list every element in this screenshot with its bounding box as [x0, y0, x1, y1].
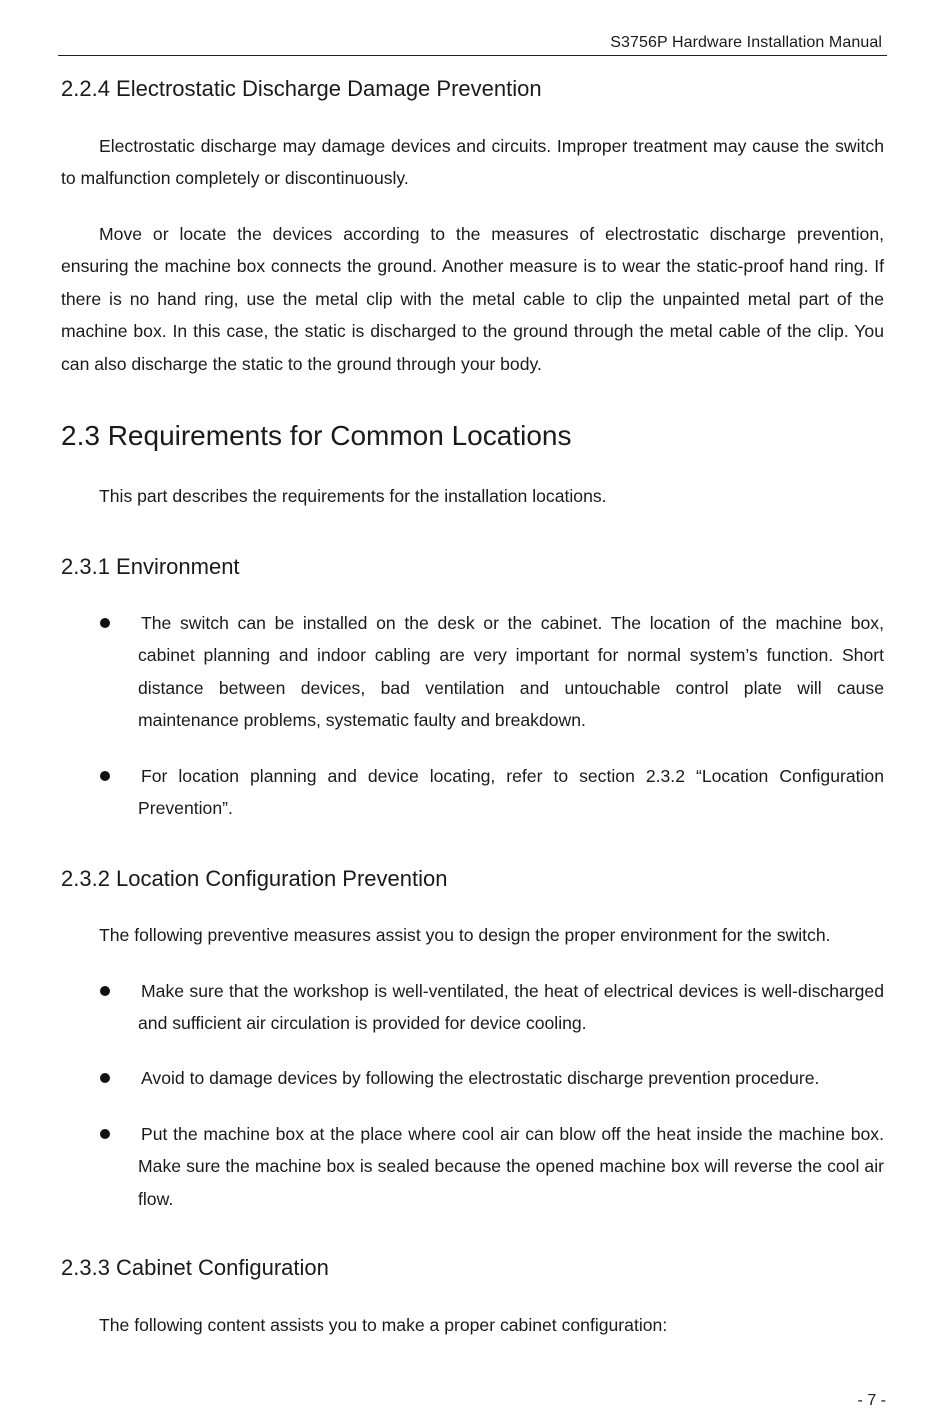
section-2-2-4-heading: 2.2.4 Electrostatic Discharge Damage Prevention	[61, 76, 542, 101]
list-item	[100, 975, 884, 1040]
section-2-3-2-paragraph: The following preventive measures assist you to design the proper environment for the switch.	[99, 925, 831, 945]
list-item	[100, 1062, 884, 1094]
section-2-3-3-paragraph: The following content assists you to make a proper cabinet configuration:	[99, 1315, 668, 1335]
section-2-3-3-heading: 2.3.3 Cabinet Configuration	[61, 1255, 329, 1280]
bullet-icon	[100, 1129, 110, 1139]
bullet-icon	[100, 618, 110, 628]
running-header-title: S3756P Hardware Installation Manual	[610, 34, 882, 51]
section-2-3-heading: 2.3 Requirements for Common Locations	[61, 420, 572, 451]
list-item-text: Put the machine box at the place where cool air can blow off the heat inside the machine box. Make sure the machine box is sealed because the opened machine box will reverse the cool air flow.	[138, 1124, 884, 1209]
page-number: - 7 -	[857, 1392, 886, 1409]
list-item-text: Avoid to damage devices by following the electrostatic discharge prevention procedure.	[141, 1068, 820, 1088]
bullet-icon	[100, 986, 110, 996]
section-2-2-4-paragraph-1: Electrostatic discharge may damage devices and circuits. Improper treatment may cause the switch to malfunction completely or discontinuously.	[61, 136, 884, 189]
bullet-icon	[100, 771, 110, 781]
list-item-text: Make sure that the workshop is well-ventilated, the heat of electrical devices is well-discharged and sufficient air circulation is provided for device cooling.	[138, 981, 884, 1034]
section-2-3-2-heading: 2.3.2 Location Configuration Prevention	[61, 866, 448, 891]
section-2-2-4-paragraph-2: Move or locate the devices according to the measures of electrostatic discharge prevention, ensuring the machine box connects the ground. Another measure is to wear the static-proof hand ring. If there is no hand ring, use the metal clip with the metal cable to clip the unpainted metal part of the machine box. In this case, the static is discharged to the ground through the metal cable of the clip. You can also discharge the static to the ground through your body.	[61, 224, 884, 374]
list-item	[100, 607, 884, 737]
header-divider	[58, 55, 887, 56]
section-2-3-paragraph: This part describes the requirements for the installation locations.	[99, 486, 607, 506]
list-item-text: For location planning and device locating, refer to section 2.3.2 “Location Configuration Prevention”.	[138, 766, 884, 819]
list-item-text: The switch can be installed on the desk or the cabinet. The location of the machine box, cabinet planning and indoor cabling are very important for normal system’s function. Short distance between devices, bad ventilation and untouchable control plate will cause maintenance problems, systematic faulty and breakdown.	[138, 613, 884, 731]
list-item	[100, 760, 884, 825]
list-item	[100, 1118, 884, 1215]
bullet-icon	[100, 1073, 110, 1083]
section-2-3-1-heading: 2.3.1 Environment	[61, 554, 240, 579]
